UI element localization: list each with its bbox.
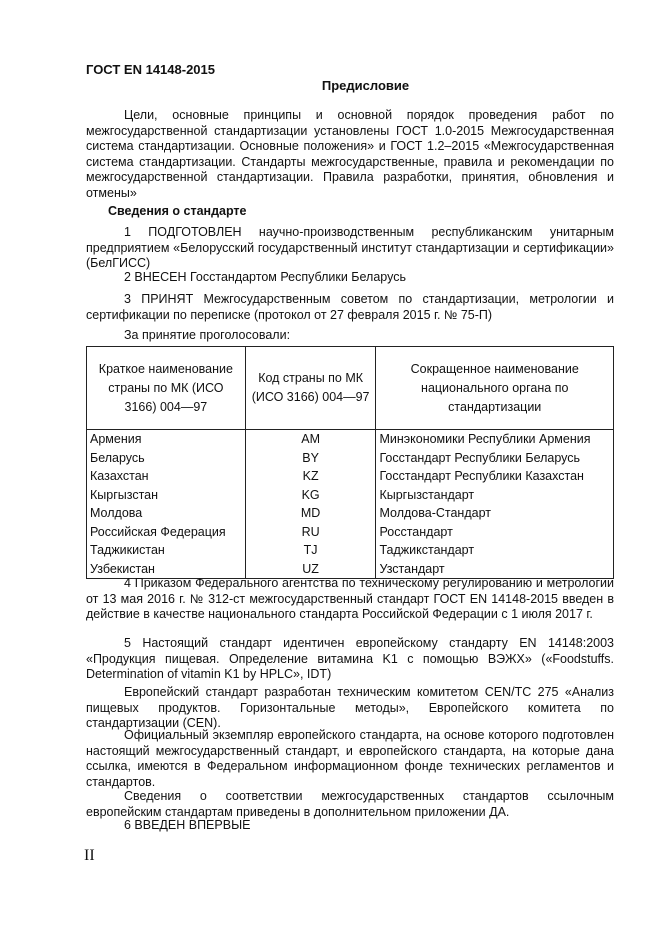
cell-code: AM — [245, 430, 376, 449]
paragraph-5: 5 Настоящий стандарт идентичен европейскому стандарту EN 14148:2003 «Продукция пищевая. Определение витамина K1 с помощью ВЭЖХ» («Foodstuffs. Determination of vitamin K1 by HPLC», IDT) — [86, 636, 614, 681]
section-subheading: Сведения о стандарте — [108, 204, 247, 218]
cell-body: Молдова-Стандарт — [376, 504, 614, 523]
cell-country: Молдова — [87, 504, 246, 523]
table-row — [87, 486, 614, 505]
page-number: II — [84, 847, 95, 864]
header-country: Краткое наименование страны по МК (ИСО 3166) 004—97 — [87, 347, 246, 430]
cell-code: KG — [245, 486, 376, 505]
cell-body: Госстандарт Республики Казахстан — [376, 467, 614, 486]
table-header-row — [87, 347, 614, 430]
paragraph-1: 1 ПОДГОТОВЛЕН научно-производственным республиканским унитарным предприятием «Белорусский государственный институт стандартизации и сертификации» (БелГИСС) — [86, 225, 614, 270]
cell-code: UZ — [245, 560, 376, 579]
paragraph-6: 6 ВВЕДЕН ВПЕРВЫЕ — [124, 818, 251, 832]
document-header: ГОСТ EN 14148-2015 — [86, 62, 215, 77]
cell-body: Узстандарт — [376, 560, 614, 579]
table-row — [87, 449, 614, 468]
cell-country: Российская Федерация — [87, 523, 246, 542]
cell-country: Армения — [87, 430, 246, 449]
paragraph-4: 4 Приказом Федерального агентства по техническому регулированию и метрологии от 13 мая 2016 г. № 312-ст межгосударственный стандарт ГОСТ EN 14148-2015 введен в действие в качестве национального стандарта Российской Федерации с 1 июля 2017 г. — [86, 576, 614, 621]
page-title: Предисловие — [321, 78, 410, 93]
paragraph-2: 2 ВНЕСЕН Госстандартом Республики Беларусь — [124, 270, 406, 284]
cell-country: Таджикистан — [87, 541, 246, 560]
cell-country: Кыргызстан — [87, 486, 246, 505]
cell-body: Таджикстандарт — [376, 541, 614, 560]
paragraph-5c: Официальный экземпляр европейского стандарта, на основе которого подготовлен настоящий межгосударственный стандарт, и европейского стандарта, на которые дана ссылка, имеются в Федеральном информационном фонде технических регламентов и стандартов. — [86, 728, 614, 789]
vote-intro: За принятие проголосовали: — [124, 328, 291, 342]
paragraph-5b: Европейский стандарт разработан техническим комитетом CEN/TC 275 «Анализ пищевых продуктов. Горизонтальные методы», Европейского комитета по стандартизации (CEN). — [86, 685, 614, 730]
header-code: Код страны по МК (ИСО 3166) 004—97 — [245, 347, 376, 430]
cell-country: Узбекистан — [87, 560, 246, 579]
paragraph-5d: Сведения о соответствии межгосударственных стандартов ссылочным европейским стандартам приведены в дополнительном приложении ДА. — [86, 789, 614, 819]
table-row — [87, 504, 614, 523]
cell-body: Госстандарт Республики Беларусь — [376, 449, 614, 468]
table-row — [87, 467, 614, 486]
cell-body: Росстандарт — [376, 523, 614, 542]
cell-country: Беларусь — [87, 449, 246, 468]
cell-body: Кыргызстандарт — [376, 486, 614, 505]
table-row — [87, 523, 614, 542]
cell-code: MD — [245, 504, 376, 523]
table-row — [87, 430, 614, 449]
cell-code: BY — [245, 449, 376, 468]
table-row — [87, 541, 614, 560]
cell-country: Казахстан — [87, 467, 246, 486]
cell-body: Минэкономики Республики Армения — [376, 430, 614, 449]
paragraph-3: 3 ПРИНЯТ Межгосударственным советом по стандартизации, метрологии и сертификации по переписке (протокол от 27 февраля 2015 г. № 75-П) — [86, 292, 614, 322]
cell-code: RU — [245, 523, 376, 542]
cell-code: TJ — [245, 541, 376, 560]
intro-paragraph: Цели, основные принципы и основной порядок проведения работ по межгосударственной стандартизации установлены ГОСТ 1.0-2015 Межгосударственная система стандартизации. Основные положения» и ГОСТ 1.2–2015 «Межгосударственная система стандартизации. Стандарты межгосударственные, правила и рекомендации по межгосударственной стандартизации. Правила разработки, принятия, обновления и отмены» — [86, 108, 614, 200]
header-body: Сокращенное наименование национального органа по стандартизации — [376, 347, 614, 430]
cell-code: KZ — [245, 467, 376, 486]
voting-table — [86, 346, 614, 579]
